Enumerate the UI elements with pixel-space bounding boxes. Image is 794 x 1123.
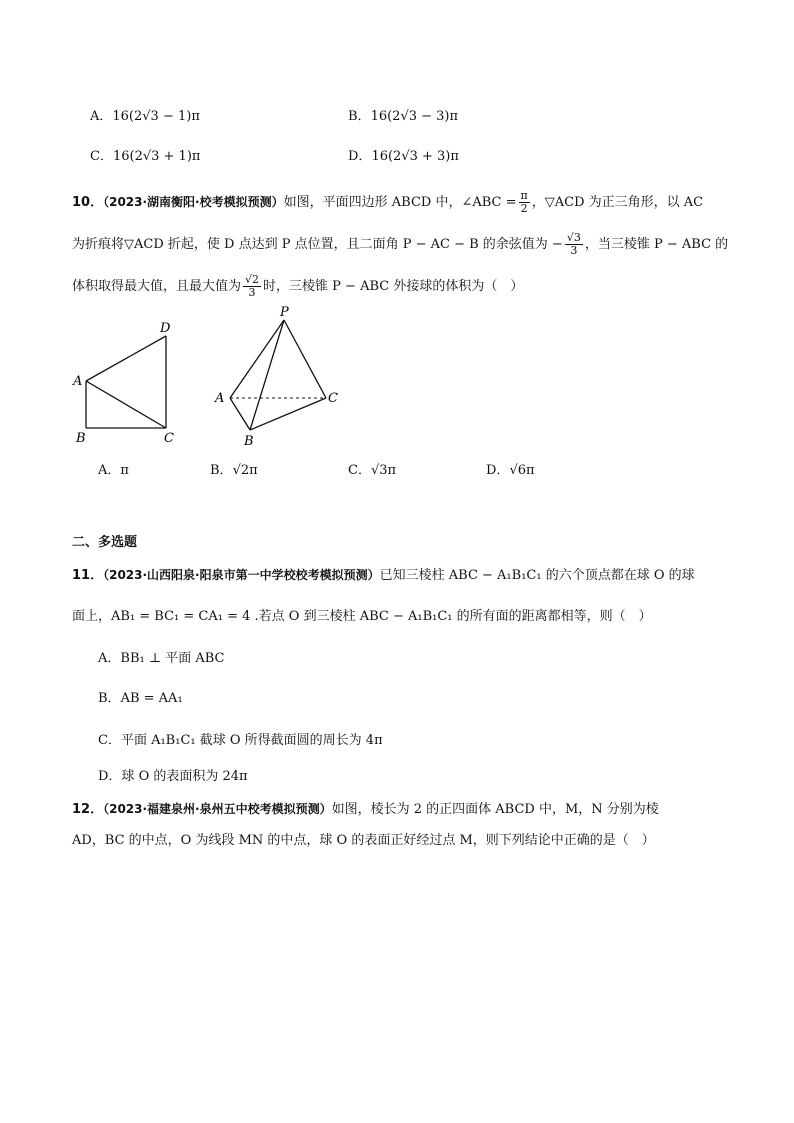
q10-figure-tetrahedron [210,302,350,452]
q11-option-d: D．球 O 的表面积为 24π [98,769,248,784]
fig1-label-c: C [164,431,174,446]
fig2-label-b: B [244,434,254,449]
q11-source: （2023·山西阳泉·阳泉市第一中学校校考模拟预测） [103,568,380,582]
q12-source: （2023·福建泉州·泉州五中校考模拟预测） [103,802,332,816]
fig2-label-c: C [328,391,338,406]
fig2-label-a: A [215,391,225,406]
fig1-label-d: D [160,321,171,336]
q12-number: 12． [72,802,104,817]
q9-option-b: B．16(2√3 − 3)π [348,109,459,124]
q10-line-3: 体积取得最大值，且最大值为 $\frac{√2}{3}$ 时，三棱锥 P − ABC 外接球的体积为（ ） [72,273,524,299]
q10-number: 10． [72,195,104,210]
q11-option-b: B．AB = AA₁ [98,691,183,706]
q10-option-a: A．π [98,463,129,478]
q10-cos-fraction: $\frac{√3}{3}$ [566,231,581,257]
q10-figure-quadrilateral [70,316,190,448]
fig1-label-b: B [76,431,86,446]
q10-line-1: 10．（2023·湖南衡阳·校考模拟预测）如图，平面四边形 ABCD 中，∠ABC = $\frac{\pi}{2}$ ，▽ACD 为正三角形，以 AC [72,189,704,215]
q11-line-2: 面上，AB₁ = BC₁ = CA₁ = 4 .若点 O 到三棱柱 ABC − A₁B₁C₁ 的所有面的距离都相等，则（ ） [72,609,652,624]
q10-source: （2023·湖南衡阳·校考模拟预测） [103,195,284,209]
q10-option-c: C．√3π [348,463,397,478]
q10-volume-fraction: $\frac{√2}{3}$ [245,273,260,299]
q11-option-a: A．BB₁ ⊥ 平面 ABC [98,651,225,666]
q10-option-b: B．√2π [210,463,258,478]
fig2-label-p: P [280,305,289,320]
q10-line-2: 为折痕将▽ACD 折起，使 D 点达到 P 点位置，且二面角 P − AC − B 的余弦值为 − $\frac{√3}{3}$ ，当三棱锥 P − ABC 的 [72,231,729,257]
q9-option-a: A．16(2√3 − 1)π [90,109,200,124]
q11-option-c: C．平面 A₁B₁C₁ 截球 O 所得截面圆的周长为 4π [98,733,383,748]
q11-line-1: 11．（2023·山西阳泉·阳泉市第一中学校校考模拟预测）已知三棱柱 ABC − A₁B₁C₁ 的六个顶点都在球 O 的球 [72,568,695,583]
q10-angle-fraction: $\frac{\pi}{2}$ [520,189,528,215]
q12-line-2: AD，BC 的中点，O 为线段 MN 的中点，球 O 的表面正好经过点 M，则下列结论中正确的是（ ） [72,833,655,848]
section-heading-multi-choice: 二、多选题 [72,535,138,550]
q10-option-d: D．√6π [486,463,535,478]
q11-number: 11． [72,568,104,583]
fig1-label-a: A [73,374,83,389]
q9-option-c: C．16(2√3 + 1)π [90,149,201,164]
q12-line-1: 12．（2023·福建泉州·泉州五中校考模拟预测）如图，棱长为 2 的正四面体 ABCD 中，M，N 分别为棱 [72,802,659,817]
q9-option-d: D．16(2√3 + 3)π [348,149,459,164]
